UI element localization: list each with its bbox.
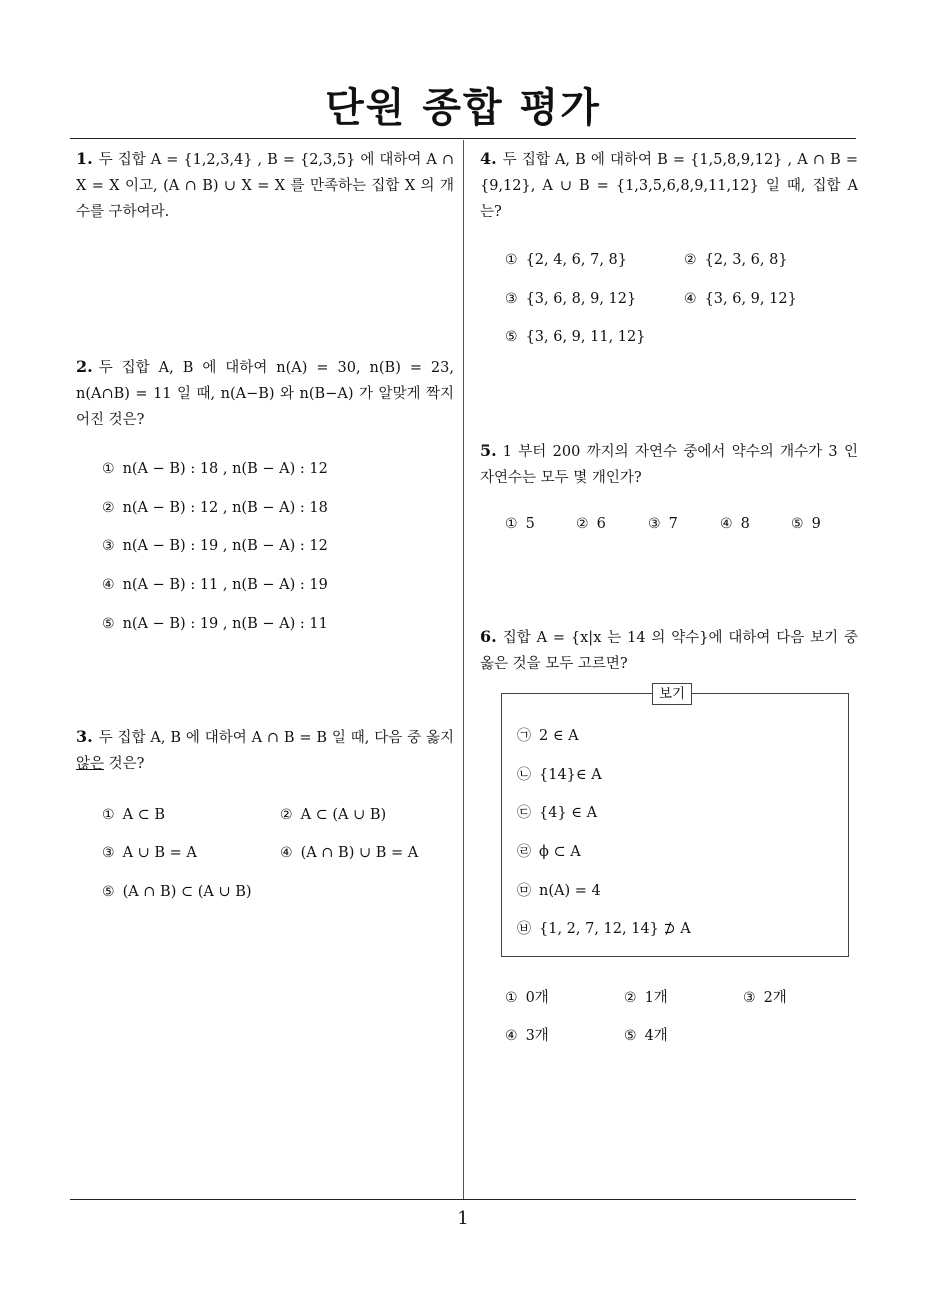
option-text: 8 (740, 516, 750, 532)
option[interactable] (102, 536, 328, 556)
option[interactable] (102, 843, 197, 863)
problem-text: 두 집합 A, B 에 대하여 B = {1,5,8,9,12} , A ∩ B = {9,12}, A ∪ B = {1,3,5,6,8,9,11,12} 일 때, 집합 A 는? (480, 152, 858, 220)
option-text: A ⊂ (A ∪ B) (300, 807, 387, 823)
option[interactable] (624, 988, 668, 1008)
option-mark: ② (102, 500, 115, 516)
option-mark: ② (624, 990, 637, 1006)
option-mark: ④ (505, 1028, 518, 1044)
option-text: 4개 (644, 1028, 668, 1044)
option-mark: ① (505, 516, 518, 532)
option[interactable] (505, 250, 627, 270)
problem-text: 두 집합 A, B 에 대하여 A ∩ B = B 일 때, 다음 중 옳지 (98, 730, 454, 746)
option-mark: ④ (102, 577, 115, 593)
option-text: n(A − B) : 19 , n(B − A) : 11 (122, 616, 328, 632)
option[interactable] (743, 988, 787, 1008)
option[interactable] (648, 514, 678, 534)
option[interactable] (102, 575, 328, 595)
option[interactable] (102, 498, 328, 518)
problem-text: 집합 A = {x|x 는 14 의 약수}에 대하여 다음 보기 중 옳은 것을 모두 고르면? (480, 630, 858, 672)
problem-5 (480, 438, 858, 491)
option-mark: ⑤ (102, 616, 115, 632)
option-text: A ⊂ B (122, 807, 166, 823)
option-mark: ⑤ (624, 1028, 637, 1044)
option-mark: ③ (743, 990, 756, 1006)
option-mark: ② (280, 807, 293, 823)
option-text: (A ∩ B) ∪ B = A (300, 845, 419, 861)
option-mark: ⑤ (791, 516, 804, 532)
example-text: {4} ∈ A (539, 805, 598, 821)
option-text: 6 (596, 516, 606, 532)
option[interactable] (102, 459, 328, 479)
option-mark: ④ (720, 516, 733, 532)
example-mark: ㉠ (517, 728, 531, 744)
problem-number: 3. (76, 727, 93, 746)
example-item (517, 803, 597, 823)
option-mark: ③ (505, 291, 518, 307)
example-box-label: 보기 (652, 683, 692, 705)
example-text: n(A) = 4 (539, 883, 601, 899)
option-mark: ① (505, 990, 518, 1006)
option[interactable] (505, 327, 645, 347)
problem-4 (480, 146, 858, 225)
problem-number: 4. (480, 149, 497, 168)
option[interactable] (280, 843, 418, 863)
option-text: A ∪ B = A (122, 845, 197, 861)
page-number: 1 (457, 1208, 469, 1229)
option[interactable] (280, 805, 386, 825)
option-text: 1개 (644, 990, 668, 1006)
option[interactable] (684, 289, 797, 309)
problem-text-end: 것은? (104, 756, 145, 772)
problem-text: 두 집합 A = {1,2,3,4} , B = {2,3,5} 에 대하여 A ∩ X = X 이고, (A ∩ B) ∪ X = X 를 만족하는 집합 X 의 개수를 구하여라. (76, 152, 454, 220)
example-text: 2 ∈ A (539, 728, 579, 744)
problem-3 (76, 724, 454, 777)
option-mark: ① (505, 252, 518, 268)
option[interactable] (505, 514, 535, 534)
example-item (517, 765, 602, 785)
problem-2 (76, 354, 454, 433)
option-mark: ④ (280, 845, 293, 861)
option-text: (A ∩ B) ⊂ (A ∪ B) (122, 884, 252, 900)
option-mark: ③ (102, 538, 115, 554)
example-mark: ㉣ (517, 844, 531, 860)
option[interactable] (624, 1026, 668, 1046)
option-mark: ③ (648, 516, 661, 532)
option[interactable] (102, 805, 165, 825)
option-text: {3, 6, 9, 11, 12} (525, 329, 646, 345)
option-mark: ② (684, 252, 697, 268)
option-text: {2, 4, 6, 7, 8} (525, 252, 628, 268)
option-text: 2개 (763, 990, 787, 1006)
problem-number: 1. (76, 149, 93, 168)
option-mark: ⑤ (505, 329, 518, 345)
option-text: n(A − B) : 18 , n(B − A) : 12 (122, 461, 328, 477)
problem-1 (76, 146, 454, 225)
problem-number: 6. (480, 627, 497, 646)
option-text: {3, 6, 9, 12} (704, 291, 797, 307)
option[interactable] (684, 250, 788, 270)
column-divider (463, 140, 464, 1200)
option-text: 0개 (525, 990, 549, 1006)
option-text: {2, 3, 6, 8} (704, 252, 788, 268)
option-mark: ① (102, 807, 115, 823)
example-text: {1, 2, 7, 12, 14} ⊅ A (539, 921, 691, 937)
example-mark: ㉢ (517, 805, 531, 821)
top-rule (70, 138, 856, 139)
option-text: 3개 (525, 1028, 549, 1044)
problem-number: 2. (76, 357, 93, 376)
example-text: ϕ ⊂ A (539, 844, 581, 860)
option[interactable] (720, 514, 750, 534)
option-mark: ② (576, 516, 589, 532)
option-text: 5 (525, 516, 535, 532)
problem-text: 두 집합 A, B 에 대하여 n(A) = 30, n(B) = 23, n(A∩B) = 11 일 때, n(A−B) 와 n(B−A) 가 알맞게 짝지어진 것은? (76, 360, 454, 428)
page-title: 단원 종합 평가 (325, 85, 601, 131)
option-text: {3, 6, 8, 9, 12} (525, 291, 637, 307)
example-item (517, 881, 601, 901)
bottom-rule (70, 1199, 856, 1200)
option[interactable] (505, 1026, 549, 1046)
option-text: n(A − B) : 12 , n(B − A) : 18 (122, 500, 328, 516)
example-item (517, 726, 579, 746)
option-mark: ① (102, 461, 115, 477)
example-mark: ㉡ (517, 767, 531, 783)
example-item (517, 842, 581, 862)
option[interactable] (102, 882, 252, 902)
option-text: 7 (668, 516, 678, 532)
option-text: n(A − B) : 11 , n(B − A) : 19 (122, 577, 328, 593)
option[interactable] (505, 289, 636, 309)
example-text: {14}∈ A (539, 767, 602, 783)
option[interactable] (102, 614, 328, 634)
example-mark: ㉤ (517, 883, 531, 899)
example-item (517, 919, 691, 939)
option-text: 9 (811, 516, 821, 532)
problem-number: 5. (480, 441, 497, 460)
option-mark: ④ (684, 291, 697, 307)
option-mark: ③ (102, 845, 115, 861)
option[interactable] (791, 514, 821, 534)
option[interactable] (505, 988, 549, 1008)
option[interactable] (576, 514, 606, 534)
example-mark: ㉥ (517, 921, 531, 937)
underlined-word: 않은 (76, 756, 105, 772)
problem-text: 1 부터 200 까지의 자연수 중에서 약수의 개수가 3 인 자연수는 모두 몇 개인가? (480, 444, 858, 486)
option-mark: ⑤ (102, 884, 115, 900)
problem-6 (480, 624, 858, 677)
option-text: n(A − B) : 19 , n(B − A) : 12 (122, 538, 328, 554)
